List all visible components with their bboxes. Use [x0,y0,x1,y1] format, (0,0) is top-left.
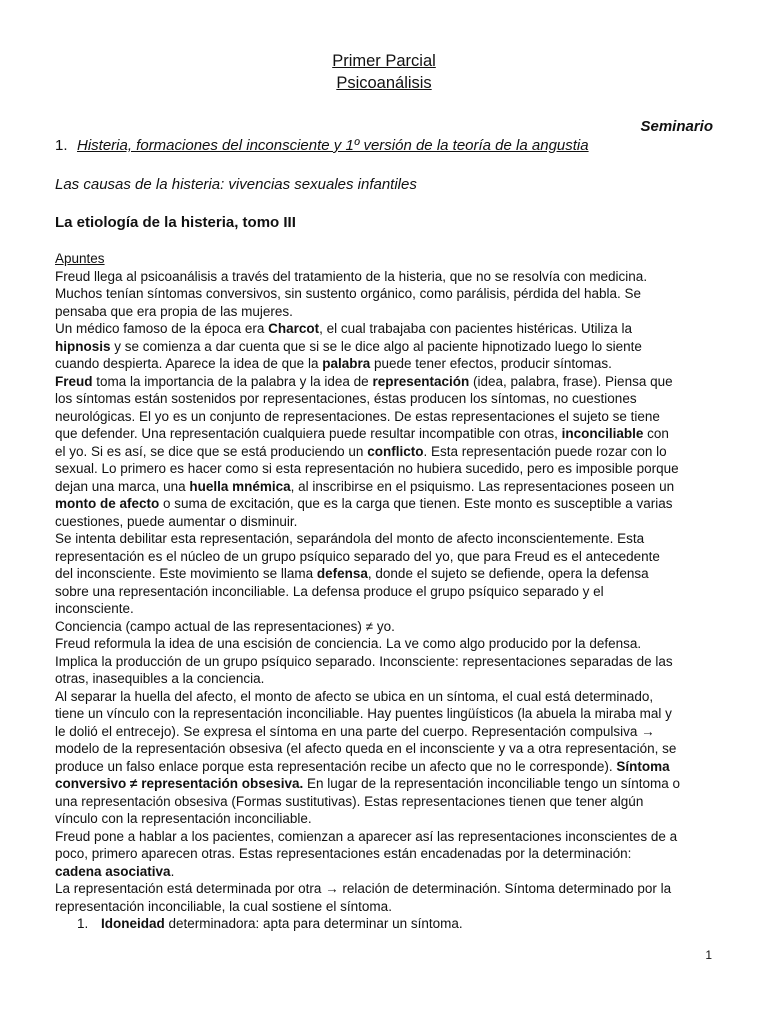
text-run: inconsciente. [55,601,134,616]
text-run: Muchos tenían síntomas conversivos, sin sustento orgánico, como parálisis, pérdida del habla. Se [55,286,642,301]
text-run: pensaba que era propia de las mujeres. [55,303,293,319]
text-line [55,653,725,671]
text-line [55,495,725,513]
text-line [55,635,725,653]
bold-term: huella mnémica [189,478,291,494]
text-run: que defender. Una representación cualquiera puede resultar incompatible con otras, [55,426,562,441]
text-run: , donde el sujeto se defiende, opera la defensa [367,566,649,581]
text-run: modelo de la representación obsesiva (el afecto queda en el inconsciente y va a otra representación, se [55,741,677,756]
page-number: 1 [705,948,712,962]
text-line [55,548,725,566]
text-run: o suma de excitación, que es la carga que tienen. Este monto es susceptible a varias [159,496,673,511]
text-run: . [170,863,175,879]
bold-term: Síntoma [616,758,670,774]
text-run: y se comienza a dar cuenta que si se le dice algo al paciente hipnotizado luego lo siente [110,338,642,354]
text-line [55,285,725,303]
seminario-label: Seminario [640,118,713,135]
bold-term: conflicto [367,443,424,459]
text-line [55,600,725,618]
text-line [55,425,725,443]
text-run: sobre una representación inconciliable. La defensa produce el grupo psíquico separado y el [55,583,604,599]
text-line [55,373,725,391]
page-subtitle: Psicoanálisis [336,74,432,92]
text-run: vínculo con la representación inconciliable. [55,811,312,826]
text-line [55,845,725,863]
paragraph-lines [55,268,725,916]
text-line [55,863,725,881]
text-run: , el cual trabajaba con pacientes histéricas. Utiliza la [319,321,633,336]
text-line [55,810,725,828]
text-line [55,355,725,373]
text-run: Freud reformula la idea de una escisión de conciencia. La ve como algo producido por la defensa. [55,636,642,651]
body-text [55,250,725,933]
text-run: (idea, palabra, frase). Piensa que [469,373,673,389]
apuntes-heading: Apuntes [55,251,105,266]
list-item-text [101,916,463,931]
text-run: representación es el núcleo de un grupo psíquico separado del yo, que para Freud es el antecedente [55,548,660,564]
text-line [55,705,725,723]
text-line [55,320,725,338]
text-run: produce un falso enlace porque esta representación recibe un afecto que no le corresponde). [55,758,617,774]
text-line [55,880,725,898]
bold-term: conversivo ≠ representación obsesiva. [55,776,304,791]
text-line [55,338,725,356]
topic-heading: Las causas de la histeria: vivencias sexuales infantiles [55,176,417,193]
text-line [55,828,725,846]
bold-term: Idoneidad [101,916,165,931]
text-run: La representación está determinada por otra → relación de determinación. Síntoma determinado por la [55,881,672,896]
text-run: puede tener efectos, producir síntomas. [370,356,612,371]
text-run: determinadora: apta para determinar un síntoma. [164,916,463,931]
bold-term: Charcot [268,321,320,336]
text-line [55,618,725,636]
text-line [55,775,725,793]
text-run: Se intenta debilitar esta representación, separándola del monto de afecto inconscientemente. Esta [55,531,645,546]
text-line [55,688,725,706]
text-line [55,478,725,496]
text-run: sexual. Lo primero es hacer como si esta representación no hubiera sucedido, pero es imposible porque [55,461,679,476]
text-run: le dolió el entrecejo). Se expresa el síntoma en una parte del cuerpo. Representación compulsiva → [55,723,655,739]
text-run: Al separar la huella del afecto, el monto de afecto se ubica en un síntoma, el cual está determinado, [55,688,654,704]
bold-term: representación [372,373,470,389]
text-run: Freud pone a hablar a los pacientes, comienzan a aparecer así las representaciones inconscientes de a [55,828,678,844]
subtopic-heading: La etiología de la histeria, tomo III [55,214,296,231]
bold-term: defensa [316,566,368,581]
text-line [55,443,725,461]
section-title: Histeria, formaciones del inconsciente y 1º versión de la teoría de la angustia [77,137,589,154]
bold-term: palabra [322,356,371,371]
text-run: dejan una marca, una [55,478,190,494]
bold-term: Freud [55,373,93,389]
bold-term: inconciliable [561,426,644,441]
text-run: poco, primero aparecen otras. Estas representaciones están encadenadas por la determinación: [55,846,632,861]
text-line [55,408,725,426]
section-number: 1. [55,137,68,154]
text-run: cuestiones, puede aumentar o disminuir. [55,513,298,529]
bold-term: hipnosis [55,338,111,354]
text-line [55,303,725,321]
text-run: , al inscribirse en el psiquismo. Las representaciones poseen un [290,478,675,494]
text-run: otras, inasequibles a la conciencia. [55,671,265,686]
text-run: los síntomas están sostenidos por representaciones, éstas producen los síntomas, no cuestiones [55,391,637,406]
text-line [55,390,725,408]
text-line [55,670,725,688]
text-line [55,740,725,758]
text-line [55,530,725,548]
text-run: tiene un vínculo con la representación inconciliable. Hay puentes lingüísticos (la abuela la miraba mal y [55,706,672,721]
text-run: Implica la producción de un grupo psíquico separado. Inconsciente: representaciones separadas de las [55,653,673,669]
text-line [55,565,725,583]
text-run: el yo. Si es así, se dice que se está produciendo un [55,443,368,459]
text-run: En lugar de la representación inconciliable tengo un síntoma o [303,776,681,791]
text-line [55,583,725,601]
text-run: una representación obsesiva (Formas sustitutivas). Estas representaciones tienen que tener algún [55,793,644,809]
text-line [55,793,725,811]
bold-term: monto de afecto [55,496,160,511]
section-heading [55,137,589,154]
text-run: Freud llega al psicoanálisis a través del tratamiento de la histeria, que no se resolvía con medicina. [55,268,648,284]
text-run: toma la importancia de la palabra y la idea de [92,373,373,389]
text-run: representación inconciliable, la cual sostiene el síntoma. [55,898,392,914]
text-run: . Esta representación puede rozar con lo [423,443,667,459]
text-run: neurológicas. El yo es un conjunto de representaciones. De estas representaciones el sujeto se tiene [55,408,660,424]
page-title: Primer Parcial [332,52,436,70]
list-item [55,915,725,933]
text-line [55,898,725,916]
bold-term: cadena asociativa [55,863,171,879]
text-run: del inconsciente. Este movimiento se llama [55,566,317,581]
text-run: Un médico famoso de la época era [55,321,269,336]
text-run: con [643,426,669,441]
text-line [55,723,725,741]
text-line [55,268,725,286]
text-line [55,758,725,776]
text-run: cuando despierta. Aparece la idea de que la [55,356,323,371]
list-item-number: 1. [77,916,89,931]
text-run: Conciencia (campo actual de las representaciones) ≠ yo. [55,618,395,634]
text-line [55,460,725,478]
text-line [55,513,725,531]
